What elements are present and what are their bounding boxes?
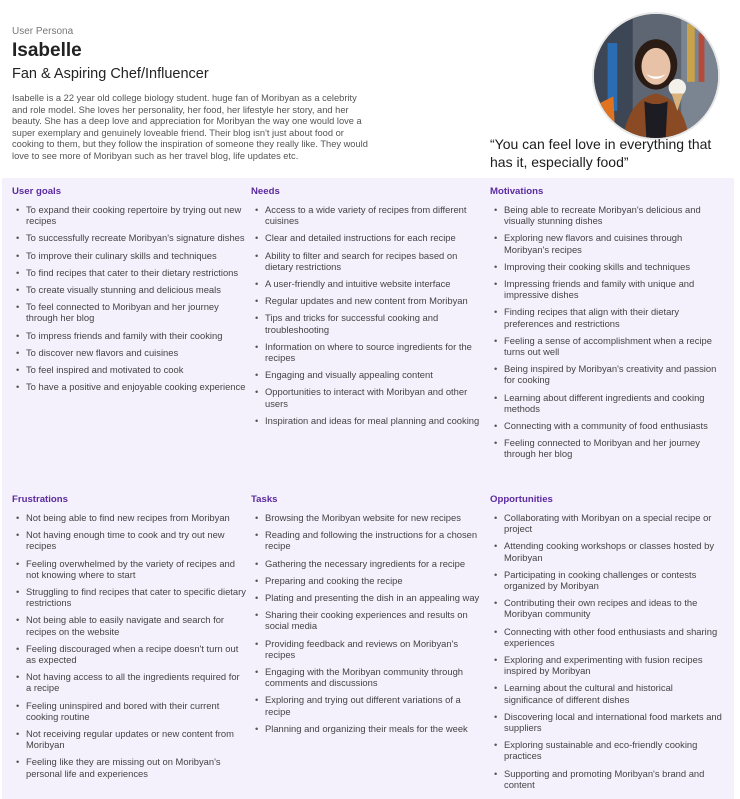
section-tasks: [251, 494, 485, 740]
list-item: • Clear and detailed instructions for each recipe: [251, 232, 485, 243]
list-item: • Feeling overwhelmed by the variety of recipes and not knowing where to start: [12, 558, 246, 580]
list-item: • To create visually stunning and delicious meals: [12, 284, 246, 295]
list-item: • Collaborating with Moribyan on a special recipe or project: [490, 512, 724, 534]
section-title: Tasks: [251, 494, 278, 505]
list-item: • Exploring new flavors and cuisines through Moribyan's recipes: [490, 232, 724, 254]
persona-name: Isabelle: [12, 40, 82, 61]
list-item: • To feel connected to Moribyan and her journey through her blog: [12, 301, 246, 323]
list-item: • Access to a wide variety of recipes from different cuisines: [251, 204, 485, 226]
list-item: • Being inspired by Moribyan's creativity and passion for cooking: [490, 363, 724, 385]
list-item: • Ability to filter and search for recipes based on dietary restrictions: [251, 250, 485, 272]
list-item: • Feeling a sense of accomplishment when a recipe turns out well: [490, 335, 724, 357]
section-title: User goals: [12, 186, 62, 197]
list-item: • Engaging and visually appealing content: [251, 369, 485, 380]
list-item: • Preparing and cooking the recipe: [251, 575, 485, 586]
list-item: • Browsing the Moribyan website for new recipes: [251, 512, 485, 523]
list-item: • Not receiving regular updates or new content from Moribyan: [12, 728, 246, 750]
item-list: [12, 204, 246, 392]
list-item: • Not being able to find new recipes from Moribyan: [12, 512, 246, 523]
list-item: • Participating in cooking challenges or contests organized by Moribyan: [490, 569, 724, 591]
list-item: • Connecting with other food enthusiasts and sharing experiences: [490, 626, 724, 648]
section-title: Opportunities: [490, 494, 553, 505]
list-item: • Improving their cooking skills and techniques: [490, 261, 724, 272]
list-item: • A user-friendly and intuitive website interface: [251, 278, 485, 289]
list-item: • Exploring sustainable and eco-friendly cooking practices: [490, 739, 724, 761]
section-user-goals: [12, 186, 246, 398]
section-motivations: [490, 186, 724, 466]
list-item: • Feeling discouraged when a recipe doesn't turn out as expected: [12, 643, 246, 665]
persona-quote: “You can feel love in everything that has it, especially food”: [490, 136, 712, 170]
avatar: [592, 12, 720, 140]
list-item: • To successfully recreate Moribyan's signature dishes: [12, 232, 246, 243]
list-item: • To expand their cooking repertoire by trying out new recipes: [12, 204, 246, 226]
list-item: • To improve their culinary skills and techniques: [12, 250, 246, 261]
list-item: • Inspiration and ideas for meal planning and cooking: [251, 415, 485, 426]
list-item: • Feeling uninspired and bored with their current cooking routine: [12, 700, 246, 722]
list-item: • Plating and presenting the dish in an appealing way: [251, 592, 485, 603]
persona-details-panel: [2, 178, 734, 799]
list-item: • To have a positive and enjoyable cooking experience: [12, 381, 246, 392]
list-item: • Providing feedback and reviews on Moribyan's recipes: [251, 638, 485, 660]
section-title: Needs: [251, 186, 280, 197]
list-item: • Not having access to all the ingredients required for a recipe: [12, 671, 246, 693]
item-list: [251, 512, 485, 734]
section-frustrations: [12, 494, 246, 785]
persona-bio: Isabelle is a 22 year old college biology student. huge fan of Moribyan as a celebrity and role model. She loves her personality, her food, her lifestyle her story, and her beauty. She has a deep love and appreciation for Moribyan the way one would love a super exemplary and genuinely loveable friend. Their blog isn't just about food or cooking to them, but they follow the inspiration of someone they really like. They would love to see more of Moribyan such as her travel blog, life updates etc.: [12, 93, 368, 161]
section-title: Frustrations: [12, 494, 68, 505]
list-item: • Not having enough time to cook and try out new recipes: [12, 529, 246, 551]
list-item: • Reading and following the instructions for a chosen recipe: [251, 529, 485, 551]
list-item: • Information on where to source ingredients for the recipes: [251, 341, 485, 363]
list-item: • Struggling to find recipes that cater to specific dietary restrictions: [12, 586, 246, 608]
list-item: • Feeling like they are missing out on Moribyan's personal life and experiences: [12, 756, 246, 778]
list-item: • Tips and tricks for successful cooking and troubleshooting: [251, 312, 485, 334]
list-item: • Exploring and experimenting with fusion recipes inspired by Moribyan: [490, 654, 724, 676]
list-item: • Discovering local and international food markets and suppliers: [490, 711, 724, 733]
section-needs: [251, 186, 485, 432]
list-item: • To find recipes that cater to their dietary restrictions: [12, 267, 246, 278]
list-item: • Regular updates and new content from Moribyan: [251, 295, 485, 306]
list-item: • To feel inspired and motivated to cook: [12, 364, 246, 375]
avatar-photo-icon: [594, 14, 718, 138]
list-item: • Gathering the necessary ingredients for a recipe: [251, 558, 485, 569]
section-title: Motivations: [490, 186, 544, 197]
list-item: • Sharing their cooking experiences and results on social media: [251, 609, 485, 631]
list-item: • Opportunities to interact with Moribyan and other users: [251, 386, 485, 408]
item-list: [490, 512, 724, 790]
list-item: • To discover new flavors and cuisines: [12, 347, 246, 358]
list-item: • Connecting with a community of food enthusiasts: [490, 420, 724, 431]
list-item: • Feeling connected to Moribyan and her journey through her blog: [490, 437, 724, 459]
list-item: • Planning and organizing their meals for the week: [251, 723, 485, 734]
item-list: [251, 204, 485, 426]
list-item: • Learning about different ingredients and cooking methods: [490, 392, 724, 414]
list-item: • Exploring and trying out different variations of a recipe: [251, 694, 485, 716]
list-item: • Being able to recreate Moribyan's delicious and visually stunning dishes: [490, 204, 724, 226]
list-item: • Not being able to easily navigate and search for recipes on the website: [12, 614, 246, 636]
item-list: [490, 204, 724, 460]
list-item: • Engaging with the Moribyan community through comments and discussions: [251, 666, 485, 688]
eyebrow-label: User Persona: [12, 26, 74, 37]
section-opportunities: [490, 494, 724, 796]
list-item: • To impress friends and family with their cooking: [12, 330, 246, 341]
list-item: • Impressing friends and family with unique and impressive dishes: [490, 278, 724, 300]
persona-header: [0, 0, 740, 178]
list-item: • Supporting and promoting Moribyan's brand and content: [490, 768, 724, 790]
list-item: • Contributing their own recipes and ideas to the Moribyan community: [490, 597, 724, 619]
list-item: • Attending cooking workshops or classes hosted by Moribyan: [490, 540, 724, 562]
item-list: [12, 512, 246, 779]
list-item: • Learning about the cultural and historical significance of different dishes: [490, 682, 724, 704]
persona-role: Fan & Aspiring Chef/Influencer: [12, 66, 209, 82]
list-item: • Finding recipes that align with their dietary preferences and restrictions: [490, 306, 724, 328]
